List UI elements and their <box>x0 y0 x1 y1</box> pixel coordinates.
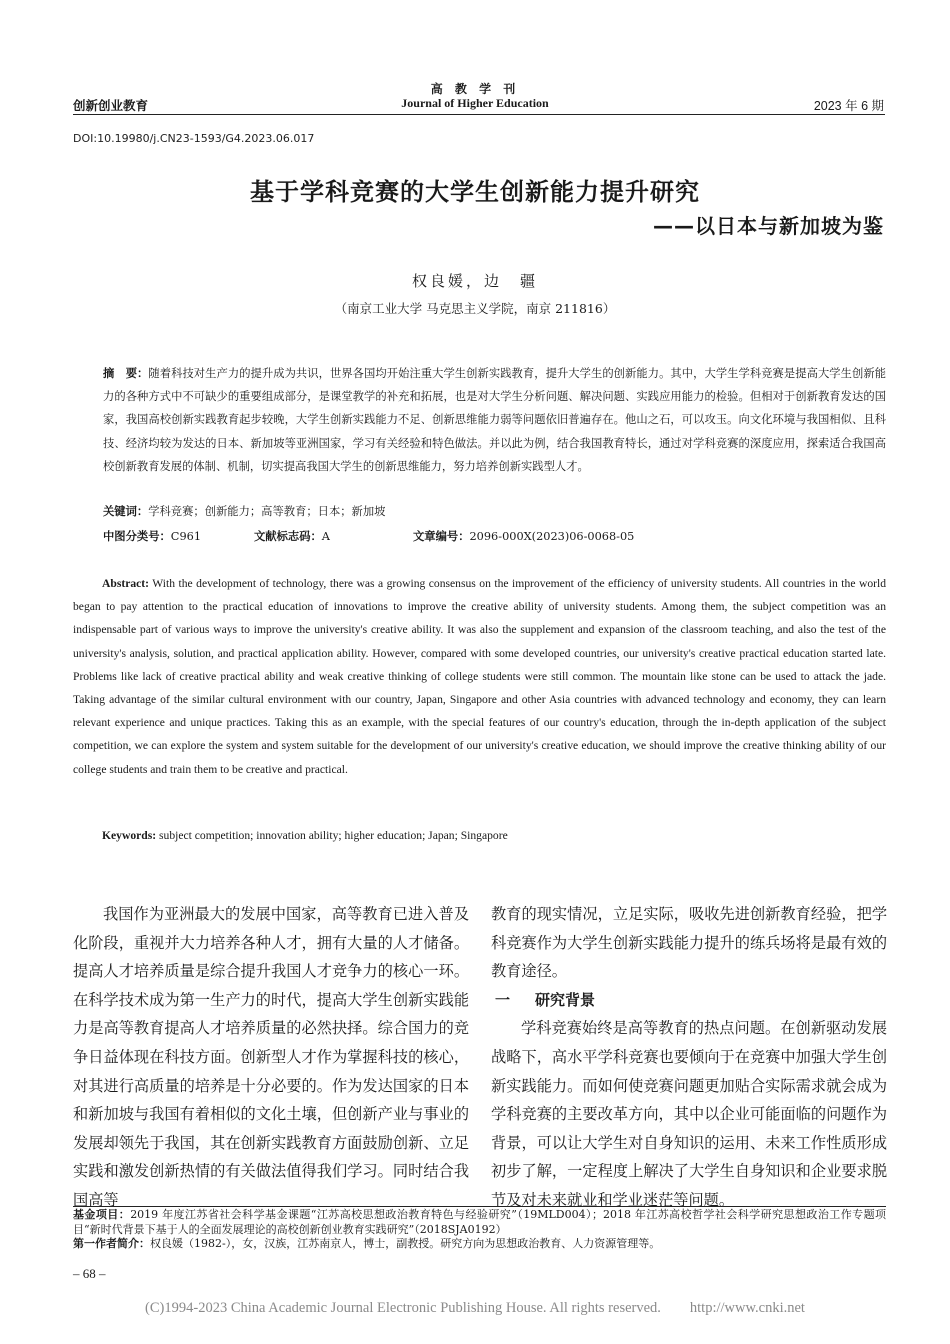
article-number-value: 2096-000X(2023)06-0068-05 <box>469 530 635 543</box>
clc-label: 中图分类号： <box>103 530 171 543</box>
keywords-cn-text: 学科竞赛；创新能力；高等教育；日本；新加坡 <box>148 505 386 518</box>
author-note-label: 第一作者简介： <box>73 1237 150 1250</box>
abstract-cn-text: 随着科技对生产力的提升成为共识，世界各国均开始注重大学生创新实践教育，提升大学生的创新能力。其中，大学生学科竞赛是提高大学生创新能力的各种方式中不可缺少的重要组成部分，是课堂教学的补充和拓展，也是对大学生分析问题、解决问题、实践应用能力的检验。但相对于创新教育发达的国家，我国高校创新实践教育起步较晚，大学生创新实践能力不足、创新思维能力弱等问题依旧普遍存在。他山之石，可以攻玉。向文化环境与我国相似、且科技、经济均较为发达的日本、新加坡等亚洲国家，学习有关经验和特色做法。并以此为例，结合我国教育特长，通过对学科竞赛的深度应用，探索适合我国高校创新教育发展的体制、机制，切实提高我国大学生的创新思维能力，努力培养创新实践型人才。 <box>103 367 886 473</box>
fund-text: 2019 年度江苏省社会科学基金课题“江苏高校思想政治教育特色与经验研究”（19MLD004）；2018 年江苏高校哲学社会科学研究思想政治工作专题项目“新时代背景下基于人的全面发展理论的高校创新创业教育实践研究”（2018SJA0192） <box>73 1208 887 1236</box>
keywords-en <box>102 829 508 842</box>
section-name: 创新创业教育 <box>73 99 149 113</box>
keywords-cn-label: 关键词： <box>103 505 149 518</box>
copyright-notice: (C)1994-2023 China Academic Journal Electronic Publishing House. All rights reserved. http://www.cnki.net <box>145 1300 805 1316</box>
body-paragraph: 学科竞赛始终是高等教育的热点问题。在创新驱动发展战略下，高水平学科竞赛也要倾向于在竞赛中加强大学生创新实践能力。而如何使竞赛问题更加贴合实际需求就会成为学科竞赛的主要改革方向，其中以企业可能面临的问题作为背景，可以让大学生对自身知识的运用、未来工作性质形成初步了解，一定程度上解决了大学生自身知识和企业要求脱节及对未来就业和学业迷茫等问题。 <box>491 1019 887 1209</box>
article-number-label: 文章编号： <box>413 530 470 543</box>
doc-code-value: A <box>321 530 330 543</box>
abstract-en-label: Abstract: <box>102 577 150 590</box>
author-note-text: 权良媛（1982-），女，汉族，江苏南京人，博士，副教授。研究方向为思想政治教育、人力资源管理等。 <box>150 1237 661 1250</box>
abstract-cn <box>103 362 886 478</box>
body-column-left <box>73 900 469 1215</box>
abstract-cn-label: 摘 要： <box>103 367 149 380</box>
abstract-en-text: With the development of technology, there was a growing consensus on the improvement of the efficiency of university students. All countries in the world began to pay attention to the practical education of innovations to improve the creative ability of university students. Among them, the subject competition was an indispensable part of various ways to improve the university's creative ability. It was also the supplement and expansion of the classroom teaching, and also the test of the university's analysis, solution, and practical application ability. However, compared with some developed countries, our university's creative practical education started late. Problems like lack of creative practical ability and weak creative thinking of college students were still common. The mountain like stone can be used to attack the jade. Taking advantage of the similar cultural environment with our country, Japan, Singapore and other Asia countries with advanced technology and economy, they can learn relevant experience and unique practices. Taking this as an example, with the special features of our country's education, through the in-depth application of the subject competition, we can explore the system and system suitable for the development of our university's creative education, we should improve the creative thinking ability of our college students and train them to be creative and practical. <box>73 577 886 776</box>
page-number: – 68 – <box>73 1266 106 1281</box>
issue-label: 2023 年 6 期 <box>813 99 884 113</box>
section-title: 研究背景 <box>535 990 596 1009</box>
affiliation: （南京工业大学 马克思主义学院，南京 211816） <box>334 301 616 316</box>
fund-label: 基金项目： <box>73 1208 131 1221</box>
section-number: 一 <box>495 990 511 1009</box>
paper-title: 基于学科竞赛的大学生创新能力提升研究 <box>250 178 700 206</box>
journal-name-cn: 高 教 学 刊 <box>430 82 520 96</box>
footnotes <box>73 1208 886 1252</box>
clc-number <box>103 528 201 544</box>
article-number <box>413 528 634 544</box>
fund-note <box>73 1208 886 1237</box>
keywords-en-label: Keywords: <box>102 829 157 842</box>
paper-subtitle: ——以日本与新加坡为鉴 <box>653 214 884 238</box>
header-rule <box>73 114 885 115</box>
clc-value: C961 <box>170 530 202 543</box>
journal-name-en: Journal of Higher Education <box>401 96 549 110</box>
body-paragraph: 我国作为亚洲最大的发展中国家，高等教育已进入普及化阶段，重视并大力培养各种人才，拥有大量的人才储备。提高人才培养质量是综合提升我国人才竞争力的核心一环。在科学技术成为第一生产力的时代，提高大学生创新实践能力是高等教育提高人才培养质量的必然抉择。综合国力的竞争日益体现在科技方面。创新型人才作为掌握科技的核心，对其进行高质量的培养是十分必要的。作为发达国家的日本和新加坡与我国有着相似的文化土壤，但创新产业与事业的发展却领先于我国，其在创新实践教育方面鼓励创新、立足实践和激发创新热情的有关做法值得我们学习。同时结合我国高等 <box>73 905 469 1209</box>
author-note <box>73 1237 886 1252</box>
doc-code <box>254 528 330 544</box>
body-column-right <box>491 900 887 1215</box>
authors: 权良媛，边 疆 <box>411 272 538 290</box>
doi: DOI:10.19980/j.CN23-1593/G4.2023.06.017 <box>73 132 315 145</box>
keywords-cn <box>103 503 385 519</box>
footnote-rule <box>73 1206 886 1207</box>
abstract-en <box>73 572 886 781</box>
section-heading <box>491 986 887 1015</box>
doc-code-label: 文献标志码： <box>254 530 322 543</box>
keywords-en-text: subject competition; innovation ability; higher education; Japan; Singapore <box>156 829 508 842</box>
body-paragraph-continued: 教育的现实情况，立足实际，吸收先进创新教育经验，把学科竞赛作为大学生创新实践能力提升的练兵场将是最有效的教育途径。 <box>491 905 887 981</box>
